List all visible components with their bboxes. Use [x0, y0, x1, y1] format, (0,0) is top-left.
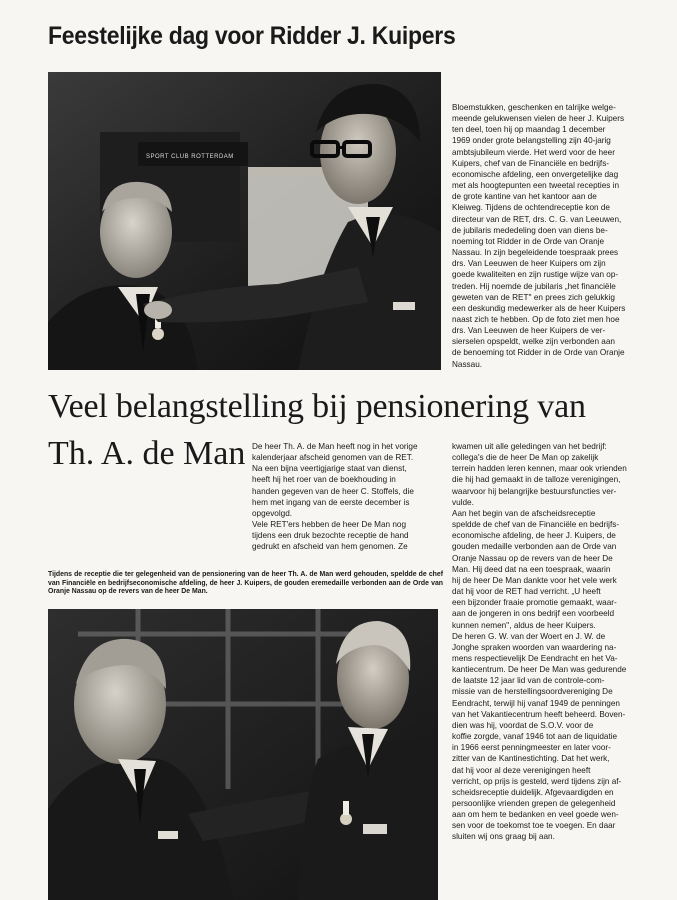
photo-caption: Tijdens de receptie die ter gelegenheid van de pensionering van de heer Th. A. de Man werd gehouden, speldde de chef van Financiële en bedrijfseconomische afdeling, de heer J. Kuipers, de gouden eremedaille verbonden aan de Orde van Oranje Nassau op de revers van de heer De Man. [48, 571, 443, 596]
article1-headline: Feestelijke dag voor Ridder J. Kuipers [48, 22, 456, 50]
article2-body-column2: kwamen uit alle geledingen van het bedrijf: collega's die de heer De Man op zakelijk terrein hadden leren kennen, maar ook vrienden die hij had gemaakt in de talloze verenigingen, waarvoor hij belangrijke bestuursfuncties ver- vulde. Aan het begin van de afscheidsreceptie speldde de chef van de Financiële en bedrijfs- economische afdeling, de heer J. Kuipers, de gouden medaille verbonden aan de Orde van Oranje Nassau op de revers van de heer De Man. Hij deed dat na een toespraak, waarin hij de heer De Man dankte voor het vele werk dat hij voor de RET had verricht. „U heeft een bijzonder fraaie promotie gemaakt, waar- aan de jongeren in ons bedrijf een voorbeeld kunnen nemen'', aldus de heer Kuipers. De heren G. W. van der Woert en J. W. de Jonghe spraken woorden van waardering na- mens respectievelijk De Eendracht en het Va- kantiecentrum. De heer De Man was gedurende de laatste 12 jaar lid van de controle-com- missie van de herstellingsoordvereniging De Eendracht, terwijl hij vanaf 1949 de penningen van het Vakantiecentrum heeft beheerd. Boven- dien was hij, voordat de S.O.V. voor de koffie zorgde, vanaf 1946 tot aan de liquidatie in 1966 eerst penningmeester en later voor- zitter van de Kantinestichting. Dat het werk, dat hij voor al deze verenigingen heeft verricht, op prijs is gesteld, werd tijdens zijn af- scheidsreceptie duidelijk. Afgevaardigden en persoonlijke vrienden grepen de gelegenheid aan om hem te bedanken en veel goede wen- sen voor de toekomst toe te voegen. En daar sluiten wij ons graag bij aan. [452, 442, 627, 842]
photo-kuipers-knighting [48, 72, 441, 370]
article2-headline-line1: Veel belangstelling bij pensionering van [48, 388, 586, 425]
article2-body-column1: De heer Th. A. de Man heeft nog in het vorige kalenderjaar afscheid genomen van de RET. Na een bijna veertigjarige staat van dienst, heeft hij het roer van de boekhouding in handen gegeven van de heer C. Stoffels, die hem met ingang van de eerste december is opgevolgd. Vele RET'ers hebben de heer De Man nog tijdens een druk bezochte receptie de hand gedrukt en afscheid van hem genomen. Ze [252, 442, 418, 552]
article1-body: Bloemstukken, geschenken en talrijke welge- meende gelukwensen vielen de heer J. Kuipers ten deel, toen hij op maandag 1 december 1969 onder grote belangstelling zijn 40-jarig ambtsjubileum vierde. Het werd voor de heer Kuipers, chef van de Financiële en bedrijfs- economische afdeling, een onvergetelijke dag met als hoogtepunten een tweetal recepties in de grote kantine van het kantoor aan de Kleiweg. Tijdens de ochtendreceptie kon de directeur van de RET, drs. C. G. van Leeuwen, de jubilaris mededeling doen van diens be- noeming tot Ridder in de Orde van Oranje Nassau. In zijn begeleidende toespraak prees drs. Van Leeuwen de heer Kuipers om zijn goede kwaliteiten en zijn rustige wijze van op- treden. Hij noemde de jubilaris „het financiële geweten van de RET'' en prees zich gelukkig een deskundig medewerker als de heer Kuipers naast zich te hebben. Op de foto ziet men hoe drs. Van Leeuwen de heer Kuipers de ver- sierselen opspeldt, welke zijn verbonden aan de benoeming tot Ridder in de Orde van Oranje Nassau. [452, 103, 626, 369]
photo-de-man-medal [48, 609, 438, 900]
sport-club-sign: SPORT CLUB ROTTERDAM [146, 154, 234, 160]
article2-headline-line2: Th. A. de Man [48, 435, 246, 472]
